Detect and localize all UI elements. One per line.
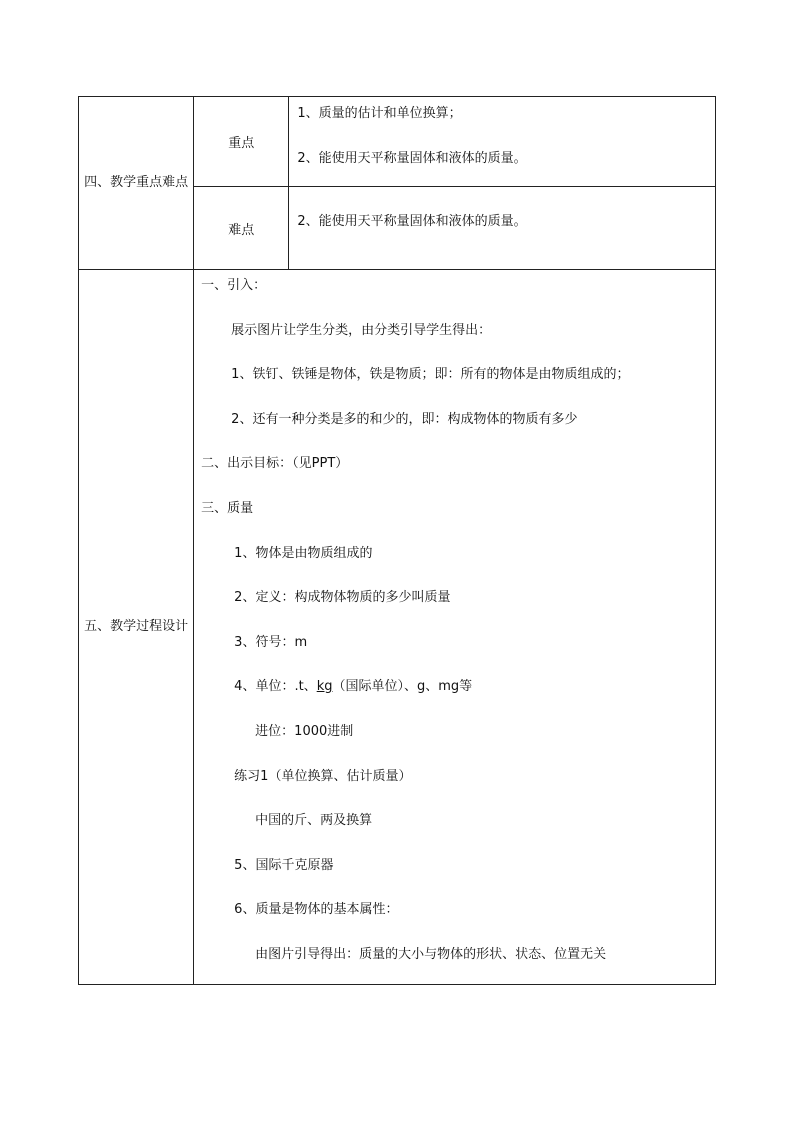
table-row [79,97,716,187]
sub-label-difficult: 难点 [194,187,289,270]
process-line: 由图片引导得出：质量的大小与物体的形状、状态、位置无关 [255,946,607,962]
process-line: 6、质量是物体的基本属性： [234,902,399,918]
process-line: 练习1（单位换算、估计质量） [234,768,412,784]
process-line: 一、引入： [201,278,267,293]
process-line: 3、符号：m [234,634,308,650]
process-line: 1、铁钉、铁锤是物体，铁是物质；即：所有的物体是由物质组成的； [231,367,630,383]
process-line: 三、质量 [201,500,254,516]
lesson-plan-table [78,96,716,985]
section-label-key-points: 四、教学重点难点 [79,97,194,270]
process-line-units [194,671,715,716]
process-line: 中国的斤、两及换算 [255,813,373,829]
units-prefix: 4、单位：.t、 [234,679,317,695]
important-points-cell [289,97,716,187]
important-point-2: 2、能使用天平称量固体和液体的质量。 [297,151,527,166]
units-kg: kg [316,679,333,695]
units-suffix: （国际单位）、g、mg等 [332,679,473,695]
process-line: 二、出示目标：（见PPT） [201,456,349,472]
process-line: 2、定义：构成物体物质的多少叫质量 [234,590,451,606]
difficult-points-cell [289,187,716,270]
difficult-point-1: 2、能使用天平称量固体和液体的质量。 [297,214,527,229]
section-label-process: 五、教学过程设计 [79,270,194,985]
process-line: 1、物体是由物质组成的 [234,545,373,561]
process-line: 进位：1000进制 [255,723,354,739]
sub-label-important: 重点 [194,97,289,187]
process-line: 展示图片让学生分类，由分类引导学生得出： [231,322,492,338]
process-content-cell [194,270,716,985]
process-line: 5、国际千克原器 [234,857,334,873]
important-point-1: 1、质量的估计和单位换算； [297,106,462,121]
process-line: 2、还有一种分类是多的和少的，即：构成物体的物质有多少 [231,411,578,427]
table-row [79,270,716,985]
